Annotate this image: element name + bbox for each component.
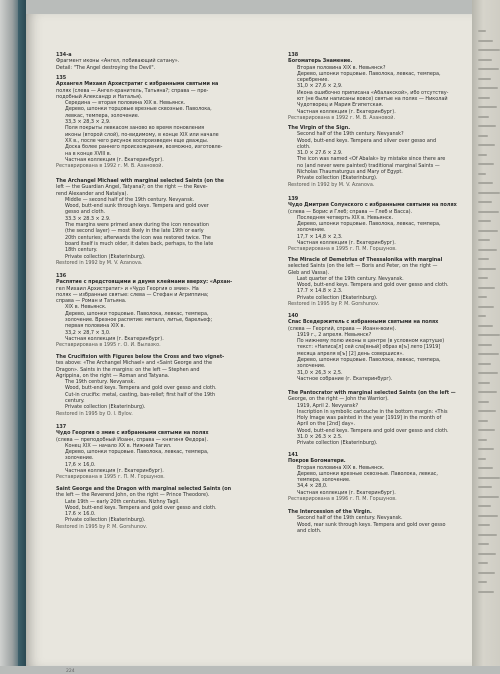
next-page-text-line	[478, 553, 496, 555]
next-page-text-line	[478, 68, 499, 70]
entry-text: selected Saints (on the left — Boris and Peter, on the right —	[288, 263, 438, 270]
entry-text: 20th centuries; afterwards the icon was restored twice. The	[65, 234, 211, 241]
entry-title: Saint George and the Dragon with marginal selected Saints (on	[56, 486, 232, 492]
entry-text: Wood, butt-end sunk through keys. Tempera and gold over	[65, 203, 209, 210]
catalog-entry	[288, 257, 449, 307]
next-page-text-line	[478, 572, 495, 574]
entry-text: tes above: «The Archangel Michael» and «Saint George and the	[56, 360, 212, 367]
entry-title: Богоматерь Знамение.	[288, 58, 353, 65]
entry-text: The margins were primed anew during the icon renovation	[65, 222, 209, 229]
next-page-text-line	[478, 306, 494, 308]
entry-text: ют (не были написаны вовсе) святые на полях — Николай	[297, 96, 448, 103]
catalog-entry	[288, 452, 438, 502]
entry-text: Частная коллекция (г. Екатеринбург).	[65, 156, 164, 163]
catalog-entry	[288, 125, 445, 188]
next-page-text-line	[478, 154, 487, 156]
entry-text: Dragon». Saints in the margins: on the left — Stephen and	[56, 366, 200, 373]
entry-text: гел Михаил Архистратиг» и «Чудо Георгия о змие». На	[56, 285, 199, 292]
restoration-credit: Реставрирована в 1995 г. О. И. Вылазко.	[56, 342, 161, 349]
next-page-text-line	[478, 211, 499, 213]
entry-text: полях — избранные святые: слева — Стефан и Агриппина;	[56, 291, 209, 298]
next-page-text-line	[478, 581, 487, 583]
entry-text: золочение.	[297, 363, 326, 370]
restoration-credit: Restored in 1995 by P. M. Gorshunov.	[288, 301, 380, 308]
next-page-text-line	[478, 87, 498, 89]
next-page-text-line	[478, 277, 488, 279]
entry-text: George, on the right — John the Warrior).	[288, 396, 389, 403]
entry-text: 33,2 × 28,7 × 3,0.	[65, 329, 111, 336]
restoration-credit: Реставрирована в 1995 г. П. М. Горшунов.	[288, 246, 397, 253]
entry-text: board itself is much older, it dates back, perhaps, to the late	[65, 240, 214, 247]
entry-text: 33.3 × 28.3 × 2.9.	[65, 215, 111, 222]
next-page-text-line	[478, 486, 492, 488]
entry-text: Detail: "The Angel destroying the Devil".	[56, 64, 156, 71]
entry-text: полях (слева — Ангел-хранитель, Татьяна?; справа — пре-	[56, 87, 209, 94]
next-page-text-line	[478, 534, 497, 536]
entry-text: на в конце XVIII в.	[65, 150, 112, 157]
entry-text: XX в., после чего рисунок воспроизведен еще дважды.	[65, 137, 209, 144]
entry-text: Private collection (Ekaterinburg).	[65, 517, 146, 524]
entry-text: золочение.	[297, 227, 326, 234]
entry-title: The Crucifixion with Figures below the Cross and two vignet-	[56, 354, 225, 360]
book-page	[26, 14, 472, 674]
restoration-credit: Реставрирована в 1995 г. П. М. Горшунов.	[56, 474, 165, 481]
entry-number: 139	[288, 196, 299, 202]
entry-text: Second half of the 19th century. Nevyansk?	[297, 131, 404, 138]
next-page-text-line	[478, 524, 490, 526]
entry-title: The Archangel Michael with marginal selected Saints (on the	[56, 178, 225, 184]
catalog-entry	[288, 509, 445, 534]
entry-text: серебрение.	[297, 77, 329, 84]
entry-text: темпера, золочение.	[297, 477, 351, 484]
next-page-text-line	[478, 420, 488, 422]
entry-text: Inscription in symbolic cartouche in the bottom margin: «This	[297, 408, 448, 415]
entry-text: иконы (второй слой), по-видимому, в конце XIX или начале	[65, 131, 219, 138]
entry-text: Private collection (Ekaterinburg).	[297, 175, 378, 182]
entry-text: текст: «Написа[л] сей сла[вный] образ в[ъ] лето [1919]	[297, 344, 441, 351]
entry-text: золочение. Врезное распятие: металл, литье, барельеф;	[65, 317, 213, 324]
catalog-entry	[56, 273, 232, 349]
next-page-text-line	[478, 315, 486, 317]
next-page-text-line	[478, 391, 497, 393]
next-page-text-line	[478, 249, 497, 251]
next-page-text-line	[478, 116, 489, 118]
entry-text: Wood, butt-end keys. Tempera and gold over gesso and cloth.	[65, 504, 217, 511]
entry-text: Частная коллекция (г. Екатеринбург).	[297, 240, 396, 247]
entry-text: April on the [2nd] day».	[297, 421, 356, 428]
restoration-credit: Реставрирована в 1992 г. М. В. Азановой.	[288, 114, 396, 121]
entry-text: 31,0 × 26,3 × 2,5.	[297, 369, 343, 376]
entry-text: Дерево, шпонки торцовые. Паволока, левкас, темпера,	[297, 70, 441, 77]
page-number: 224	[66, 669, 75, 674]
catalog-entry	[288, 313, 444, 382]
entry-text: Частная коллекция (г. Екатеринбург).	[297, 489, 396, 496]
next-page-text-line	[478, 458, 486, 460]
entry-text: Частная коллекция (г. Екатеринбург).	[297, 108, 396, 115]
entry-text: and cloth.	[297, 527, 322, 534]
entry-text: Cut-in crucifix: metal, casting, bas-relief; first half of the 19th	[65, 391, 216, 398]
next-page-text-line	[478, 49, 500, 51]
entry-text: Holy Image was painted in the year [1919] in the month of	[297, 415, 442, 422]
entry-text: no (and never were painted) traditional marginal Saints —	[297, 162, 440, 169]
next-page-text-line	[478, 201, 492, 203]
next-page-text-line	[478, 258, 489, 260]
entry-text: 31,0 × 27,6 × 2,9.	[297, 83, 343, 90]
entry-title: Распятие с предстоящими и двумя клеймами вверху: «Архан-	[56, 279, 233, 286]
entry-text: Дерево, шпонки врезные сквозные. Паволока, левкас,	[297, 470, 438, 477]
entry-text: Nicholas Thaumaturgus and Mary of Egypt.	[297, 169, 403, 176]
entry-text: Middle — second half of the 19th century. Nevyansk.	[65, 196, 195, 203]
entry-text: первая половина XIX в.	[65, 323, 125, 330]
entry-text: Wood, butt-end keys. Tempera and gold over gesso and cloth.	[297, 427, 449, 434]
next-page-text-line	[478, 353, 499, 355]
entry-title: Чудо Георгия о змие с избранными святыми на полях	[56, 430, 209, 437]
entry-text: Wood, butt-end keys. Tempera and gold over gesso and cloth.	[65, 385, 217, 392]
next-page-text-line	[478, 363, 491, 365]
next-page-text-line	[478, 268, 496, 270]
entry-text: 31.0 × 26.3 × 2.5.	[297, 434, 343, 441]
entry-text: Wood, butt-end keys. Tempera and gold over gesso and cloth.	[297, 282, 449, 289]
next-page-text-line	[478, 344, 492, 346]
entry-text: The icon was named «Of Abalak» by mistake since there are	[297, 156, 446, 163]
entry-number: 135	[56, 75, 67, 81]
next-page-text-line	[478, 448, 494, 450]
entry-text: (слева — преподобный Иоанн, справа — княгиня Федора).	[56, 436, 209, 443]
entry-text: 1919 г., 2 апреля. Невьянск?	[297, 331, 372, 338]
next-page-text-line	[478, 239, 490, 241]
entry-text: 17.6 × 16.0.	[65, 511, 96, 518]
catalog-entry	[56, 52, 179, 71]
entry-title: The Virgin of the Sign.	[288, 125, 351, 131]
entry-text: Последняя четверть XIX в. Невьянск.	[297, 214, 394, 221]
next-page-text-line	[478, 59, 492, 61]
restoration-credit: Реставрирована в 1992 г. М. В. Азановой.	[56, 163, 164, 170]
entry-text: Частная коллекция (г. Екатеринбург).	[65, 335, 164, 342]
entry-number: 136	[56, 273, 67, 279]
entry-title: Покров Богоматери.	[288, 458, 346, 465]
next-page-text-line	[478, 230, 498, 232]
next-page-text-line	[478, 287, 495, 289]
restoration-credit: Restored in 1995 by P. M. Gorshunov.	[56, 523, 148, 530]
entry-text: Середина — вторая половина XIX в. Невьянск.	[65, 100, 186, 107]
entry-text: Private collection (Ekaterinburg).	[297, 294, 378, 301]
next-page-edge	[472, 0, 500, 666]
entry-title: The Miracle of Demetrius of Thessalonika with marginal	[288, 257, 443, 263]
entry-text: century.	[65, 398, 85, 405]
entry-text: gesso and cloth.	[65, 209, 106, 216]
entry-text: Доска более раннего происхождения, возможно, изготовле-	[65, 144, 223, 151]
catalog-entry	[56, 424, 209, 481]
entry-text: Дерево, шпонки торцовые. Паволока, левкас, темпера,	[65, 449, 209, 456]
entry-text: The 19th century. Nevyansk.	[65, 379, 136, 386]
next-page-text-line	[478, 106, 497, 108]
next-page-text-line	[478, 439, 487, 441]
entry-number: 140	[288, 313, 299, 319]
next-page-text-line	[478, 296, 487, 298]
next-page-text-line	[478, 382, 490, 384]
entry-text: 17,7 × 14,8 × 2,3.	[297, 233, 343, 240]
entry-title: Архангел Михаил Архистратиг с избранными святыми на	[56, 81, 219, 88]
catalog-entry	[288, 52, 448, 121]
entry-text: Частная коллекция (г. Екатеринбург).	[65, 468, 164, 475]
next-page-text-line	[478, 325, 493, 327]
entry-text: 17,6 × 16,0.	[65, 461, 96, 468]
entry-text: По нижнему полю иконы в центре (в условном картуше)	[297, 338, 445, 345]
entry-text: Private collection (Ekaterinburg).	[65, 404, 146, 411]
entry-text: Private collection (Ekaterinburg).	[65, 253, 146, 260]
restoration-credit: Restored in 1992 by M. V. Azanova.	[56, 259, 143, 266]
next-page-text-line	[478, 401, 489, 403]
entry-text: Late 19th — early 20th centuries. Nizhny Tagil.	[65, 498, 180, 505]
entry-text: Частное собрание (г. Екатеринбург).	[297, 375, 393, 382]
entry-text: справа — Роман и Татьяна.	[56, 298, 127, 305]
next-page-text-line	[478, 40, 493, 42]
entry-title: Спас Вседержитель с избранными святыми на полях	[288, 319, 439, 326]
entry-text: 1919, April 2. Nevyansk?	[297, 402, 359, 409]
catalog-entry	[288, 196, 457, 253]
entry-number: 141	[288, 452, 299, 458]
catalog-entry	[56, 178, 224, 266]
entry-number: 138	[288, 52, 299, 58]
next-page-text-line	[478, 334, 500, 336]
entry-text: left — the Guardian Angel, Tatyana?; on the right — the Reve-	[56, 184, 208, 191]
next-page-text-line	[478, 182, 493, 184]
next-page-text-line	[478, 591, 494, 593]
next-page-text-line	[478, 467, 493, 469]
entry-text: Вторая половина XIX в. Невьянск?	[297, 64, 386, 71]
next-page-text-line	[478, 192, 500, 194]
entry-text: Second half of the 19th century. Nevyansk.	[297, 515, 403, 522]
restoration-credit: Restored in 1995 by O. I. Bylov.	[56, 410, 133, 417]
entry-text: 34,4 × 28,0.	[297, 483, 328, 490]
entry-text: 31.0 × 27.6 × 2.9.	[297, 150, 343, 157]
entry-title: The Pantocrator with marginal selected Saints (on the left —	[288, 390, 456, 396]
entry-text: Чудотворец и Мария Египетская.	[297, 102, 384, 109]
entry-text: Дерево, шпонки торцовые. Паволока, левкас, темпера,	[297, 221, 441, 228]
entry-text: (слева — Борис и Глеб; справа — Глеб и Васса).	[288, 208, 413, 215]
next-page-text-line	[478, 429, 495, 431]
catalog-entry	[288, 390, 456, 447]
next-page-text-line	[478, 97, 490, 99]
next-page-text-line	[478, 125, 496, 127]
next-page-text-line	[478, 144, 495, 146]
entry-text: Дерево, шпонки торцовые. Паволока, левкас, темпера,	[65, 310, 209, 317]
entry-text: месяца апреля в[ъ] [2] день совершися».	[297, 350, 404, 357]
next-page-text-line	[478, 562, 488, 564]
entry-text: Поля покрыты левкасом заново во время поновления	[65, 125, 205, 132]
entry-text: 17.7 × 14.8 × 2.3.	[297, 288, 343, 295]
next-page-text-line	[478, 372, 498, 374]
next-page-text-line	[478, 496, 499, 498]
entry-text: подобный Александр и Наталья).	[56, 93, 143, 100]
entry-number: 134-а	[56, 52, 72, 58]
entry-text: Дерево, шпонки торцовые врезные сквозные. Паволока,	[65, 106, 212, 113]
catalog-entry	[56, 486, 231, 530]
next-page-text-line	[478, 163, 494, 165]
entry-text: Gleb and Vassa).	[288, 269, 330, 276]
entry-title: The Intercession of the Virgin.	[288, 509, 372, 515]
next-page-text-line	[478, 30, 486, 32]
next-page-text-line	[478, 173, 486, 175]
entry-text: Дерево, шпонки торцовые. Паволока, левкас, темпера,	[297, 357, 441, 364]
book-spine	[18, 0, 26, 666]
entry-text: (слева — Георгий, справа — Иоанн-воин).	[288, 325, 397, 332]
restoration-credit: Реставрирована в 1996 г. П. М. Горшунов.	[288, 496, 397, 503]
entry-text: 33,3 × 28,3 × 2,9.	[65, 119, 111, 126]
entry-text: Private collection (Ekaterinburg).	[297, 440, 378, 447]
next-page-text-line	[478, 543, 489, 545]
entry-text: левкас, темпера, золочение.	[65, 112, 140, 119]
entry-text: Wood, butt-end keys. Tempera and silver over gesso and	[297, 137, 437, 144]
entry-text: Икона ошибочно приписана «Абалакской», ибо отсутству-	[297, 89, 449, 96]
catalog-entry	[56, 75, 222, 169]
entry-number: 137	[56, 424, 67, 430]
next-page-text-line	[478, 505, 491, 507]
next-page-text-line	[478, 78, 491, 80]
entry-text: Wood, rear sunk through keys. Tempera and gold over gesso	[297, 521, 446, 528]
entry-text: Фрагмент иконы «Ангел, побивающий сатану».	[56, 58, 180, 65]
entry-text: 18th century.	[65, 247, 98, 254]
entry-text: cloth.	[297, 143, 311, 150]
entry-text: (the second layer) — most likely in the late 19th or early	[65, 228, 204, 235]
next-page-text-line	[478, 477, 500, 479]
entry-text: Last quarter of the 19th century. Nevyansk.	[297, 275, 404, 282]
entry-text: XIX в. Невьянск.	[65, 304, 107, 311]
entry-text: rend Alexander and Natalya).	[56, 190, 129, 197]
restoration-credit: Restored in 1992 by M. V. Azanova.	[288, 181, 375, 188]
entry-text: the left — the Reverend John, on the right — Prince Theodore).	[56, 492, 210, 499]
entry-text: золочение.	[65, 455, 94, 462]
entry-text: Конец XIX — начало XX в. Нижний Тагил.	[65, 442, 172, 449]
entry-text: Agrippina, on the right — Roman and Tatyana.	[56, 372, 170, 379]
next-page-text-line	[478, 220, 491, 222]
next-page-text-line	[478, 515, 498, 517]
catalog-entry	[56, 354, 224, 417]
next-page-text-line	[478, 410, 496, 412]
entry-title: Чудо Дмитрия Солунского с избранными святыми на полях	[288, 202, 457, 209]
entry-text: Вторая половина XIX в. Невьянск.	[297, 464, 385, 471]
next-page-text-line	[478, 135, 488, 137]
